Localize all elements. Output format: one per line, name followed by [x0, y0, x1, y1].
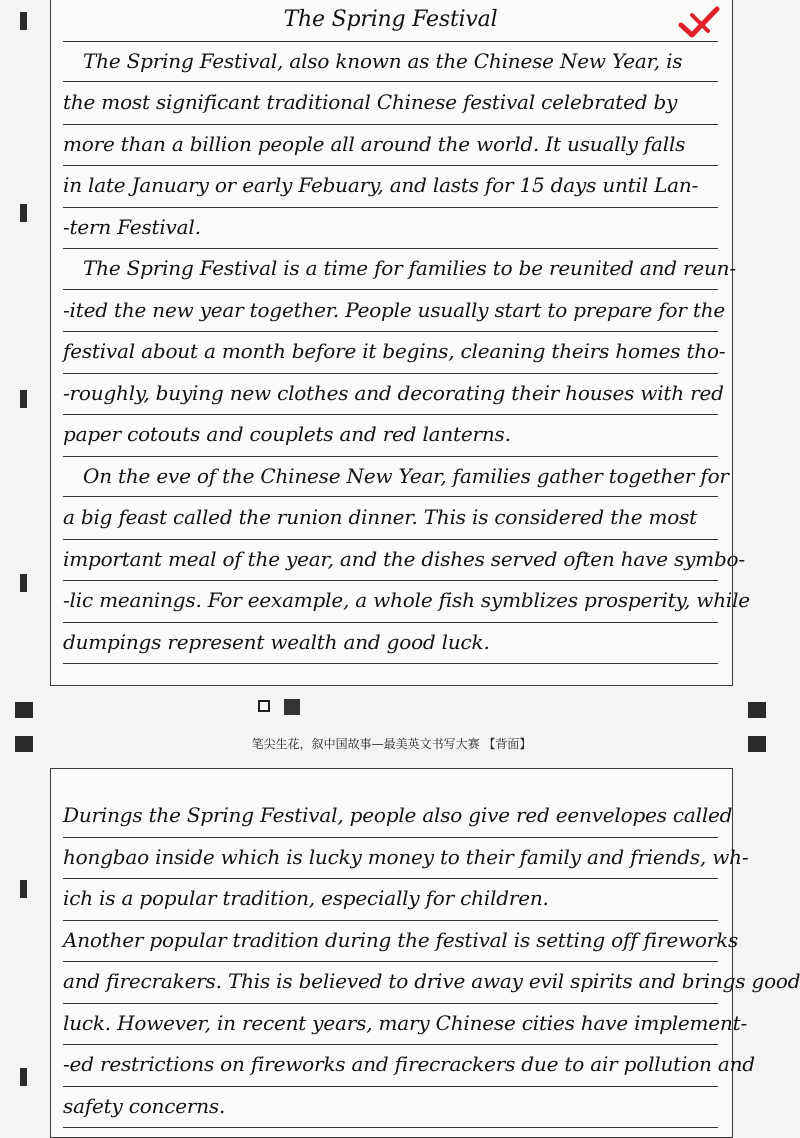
essay-sheet-front	[50, 0, 750, 686]
essay-title: The Spring Festival	[63, 0, 718, 42]
essay-line: -tern Festival.	[63, 207, 718, 250]
essay-line: luck. However, in recent years, mary Chinese cities have implement-	[63, 1003, 718, 1046]
essay-line: The Spring Festival, also known as the Chinese New Year, is	[63, 41, 718, 83]
registration-mark	[748, 702, 766, 718]
essay-line: Another popular tradition during the festival is setting off fireworks	[63, 920, 718, 963]
essay-line: -ed restrictions on fireworks and firecrackers due to air pollution and	[63, 1044, 718, 1087]
sheet-caption: 笔尖生花，叙中国故事—最美英文书写大赛 【背面】	[251, 737, 532, 751]
essay-line: a big feast called the runion dinner. This is considered the most	[63, 497, 718, 540]
page-box-empty-icon	[258, 700, 270, 712]
registration-mark	[20, 880, 27, 898]
essay-line: hongbao inside which is lucky money to their family and friends, wh-	[63, 837, 718, 880]
essay-line: and firecrakers. This is believed to drive away evil spirits and brings good	[63, 961, 718, 1004]
red-check-mark-icon	[678, 5, 720, 39]
page-box-filled-icon	[284, 699, 300, 715]
essay-line: The Spring Festival is a time for families to be reunited and reun-	[63, 248, 718, 290]
essay-line: safety concerns.	[63, 1086, 718, 1129]
essay-line: dumpings represent wealth and good luck.	[63, 622, 718, 665]
essay-line: Durings the Spring Festival, people also give red eenvelopes called	[63, 795, 718, 838]
registration-mark	[15, 702, 33, 718]
registration-mark	[20, 574, 27, 592]
essay-line: paper cotouts and couplets and red lanterns.	[63, 414, 718, 457]
essay-line: -ited the new year together. People usually start to prepare for the	[63, 290, 718, 333]
essay-line: more than a billion people all around the world. It usually falls	[63, 124, 718, 167]
registration-mark	[20, 1068, 27, 1086]
essay-line: -roughly, buying new clothes and decorating their houses with red	[63, 373, 718, 416]
essay-sheet-back	[50, 768, 800, 1138]
essay-line: the most significant traditional Chinese festival celebrated by	[63, 82, 718, 125]
registration-mark	[20, 12, 27, 30]
registration-mark	[20, 204, 27, 222]
essay-line: On the eve of the Chinese New Year, families gather together for	[63, 456, 718, 498]
essay-line: important meal of the year, and the dishes served often have symbo-	[63, 539, 718, 582]
registration-mark	[20, 390, 27, 408]
essay-line: -lic meanings. For eexample, a whole fish symblizes prosperity, while	[63, 580, 718, 623]
essay-line: festival about a month before it begins, cleaning theirs homes tho-	[63, 331, 718, 374]
essay-line: in late January or early Febuary, and lasts for 15 days until Lan-	[63, 165, 718, 208]
essay-line: ich is a popular tradition, especially for children.	[63, 878, 718, 921]
